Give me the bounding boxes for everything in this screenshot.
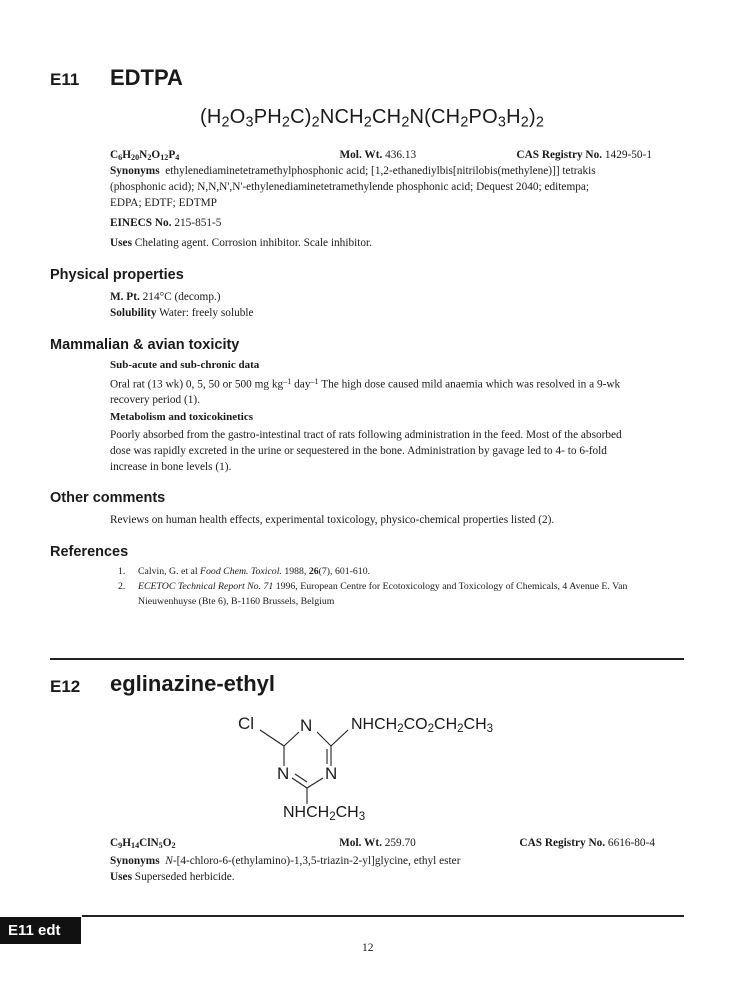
substituent-ester: $NHCH_2CO_2CH_2CH_3$ — [351, 716, 494, 735]
atom-cl: Cl — [238, 714, 255, 733]
other-comments-text: Reviews on human health effects, experimental toxicology, physico-chemical properties listed (2). — [110, 514, 555, 526]
section-heading-physical: Physical properties — [50, 267, 184, 283]
uses: Uses Superseded herbicide. — [110, 871, 235, 883]
synonyms: Synonyms N-[4-chloro-6-(ethylamino)-1,3,5-triazin-2-yl]glycine, ethyl ester — [110, 855, 461, 867]
uses: Uses Chelating agent. Corrosion inhibitor. Scale inhibitor. — [110, 237, 373, 249]
atom-n-right: N — [325, 764, 338, 783]
page-number: 12 — [362, 942, 374, 954]
bond-ring — [292, 778, 307, 788]
melting-point: M. Pt. 214°C (decomp.) — [110, 291, 221, 303]
chemical-structure — [230, 708, 520, 826]
entry-code: E12 — [50, 677, 81, 696]
synonyms: Synonyms ethylenediaminetetramethylphosphonic acid; [1,2-ethanediylbis[nitrilobis(methylene)]] tetrakis (phosphonic acid); N,N,N',N'-ethylenediaminetetramethylende phosphonic acid; Dequest 2040; editempa; EDPA; EDTF; EDTMP — [110, 165, 596, 209]
einecs-number: EINECS No. 215-851-5 — [110, 217, 222, 229]
section-heading-references: References — [50, 544, 129, 560]
thumb-tab: E11 edt — [0, 917, 81, 944]
cas-number: CAS Registry No. 6616-80-4 — [519, 837, 655, 849]
molecular-info-row — [110, 835, 655, 854]
section-heading-other: Other comments — [50, 490, 166, 506]
footer-rule — [82, 915, 684, 917]
molecular-formula: $C_9H_{14}ClN_5O_2$ — [110, 837, 176, 851]
entry-title: EDTPA — [110, 65, 183, 90]
atom-n-left: N — [277, 764, 290, 783]
substituent-ethylamino: $NHCH_2CH_3$ — [283, 804, 366, 823]
references-list — [118, 564, 663, 609]
molecular-weight: Mol. Wt. 259.70 — [339, 837, 416, 849]
bond-ring — [284, 732, 299, 746]
solubility: Solubility Water: freely soluble — [110, 307, 254, 319]
molecular-weight: Mol. Wt. 436.13 — [339, 149, 417, 161]
entry-code: E11 — [50, 70, 80, 89]
structural-formula: $(H_2O_3PH_2C)_2NCH_2CH_2N(CH_2PO_3H_2)_2$ — [200, 106, 545, 131]
bond-ring — [317, 732, 331, 746]
atom-n-top: N — [300, 716, 313, 735]
bond-sub — [331, 730, 348, 746]
section-divider — [50, 658, 684, 660]
entry-title: eglinazine-ethyl — [110, 671, 276, 696]
reference-1: 1. Calvin, G. et al Food Chem. Toxicol. 1988, 26(7), 601-610. — [118, 566, 371, 577]
subheading-metabolism: Metabolism and toxicokinetics — [110, 411, 253, 423]
subacute-text: Oral rat (13 wk) 0, 5, 50 or 500 mg $kg^{-1}$ day$^{-1}$ The high dose caused mild anaemia which was resolved in a 9-wk recovery period (1). — [110, 377, 621, 407]
bond-ring — [307, 778, 323, 788]
metabolism-text: Poorly absorbed from the gastro-intestinal tract of rats following administration in the feed. Most of the absorbed dose was rapidly excreted in the urine or sequestered in the bone. Administration by gavage led to 4- to 6-fold increase in bone levels (1). — [110, 429, 622, 473]
cas-number: CAS Registry No. 1429-50-1 — [516, 149, 652, 161]
molecular-formula: $C_6H_{20}N_2O_{12}P_4$ — [110, 149, 180, 163]
subheading-subacute: Sub-acute and sub-chronic data — [110, 359, 260, 371]
reference-2: 2. ECETOC Technical Report No. 71 1996, European Centre for Ecotoxicology and Toxicology of Chemicals, 4 Avenue E. Van Nieuwenhuyse (Bte 6), B-1160 Brussels, Belgium — [118, 581, 628, 607]
bond-cl — [260, 730, 284, 746]
section-heading-toxicity: Mammalian & avian toxicity — [50, 337, 240, 353]
